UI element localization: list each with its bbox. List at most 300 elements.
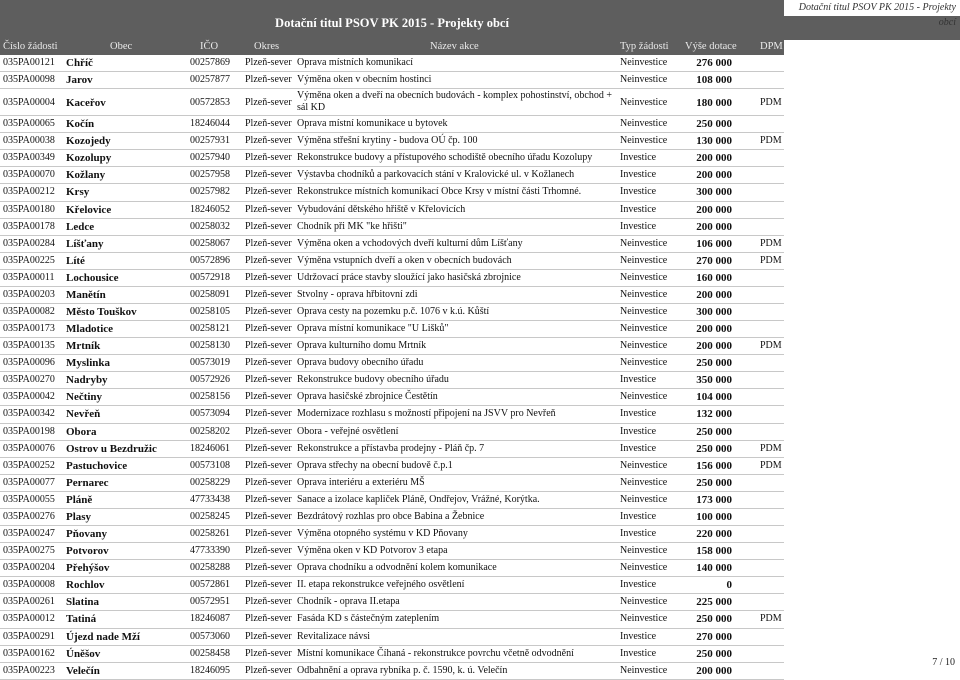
table-row	[0, 321, 784, 338]
cell-nazev: Rekonstrukce a přístavba prodejny - Pláň čp. 7	[297, 442, 485, 454]
cell-okres: Plzeň-sever	[245, 493, 292, 505]
cell-okres: Plzeň-sever	[245, 613, 292, 625]
running-header: Dotační titul PSOV PK 2015 - Projekty obcí	[784, 0, 960, 16]
table-row	[0, 441, 784, 458]
cell-obec: Tatiná	[66, 613, 97, 626]
table-row	[0, 629, 784, 646]
cell-vyse: 200 000	[696, 323, 732, 336]
table-row	[0, 116, 784, 133]
cell-obec: Jarov	[66, 74, 93, 87]
cell-obec: Kočín	[66, 118, 95, 131]
cell-ico: 00257931	[190, 135, 230, 147]
table-row	[0, 72, 784, 89]
cell-obec: Rochlov	[66, 579, 105, 592]
cell-nazev: Výměna oken a vchodových dveří kulturní dům Líšťany	[297, 237, 523, 249]
cell-obec: Přehýšov	[66, 562, 110, 575]
cell-typ: Neinvestice	[620, 97, 668, 109]
cell-dpm: PDM	[760, 135, 782, 147]
cell-typ: Neinvestice	[620, 237, 668, 249]
cell-okres: Plzeň-sever	[245, 152, 292, 164]
cell-id: 035PA00162	[3, 647, 55, 659]
cell-nazev: Oprava místní komunikace u bytovek	[297, 118, 448, 130]
table-row	[0, 253, 784, 270]
table-row	[0, 89, 784, 116]
document-title: Dotační titul PSOV PK 2015 - Projekty obcí	[275, 16, 509, 30]
col-header-dpm: DPM	[760, 41, 783, 52]
cell-ico: 00258067	[190, 237, 230, 249]
cell-nazev: Výměna otopného systému v KD Pňovany	[297, 528, 468, 540]
cell-ico: 18246052	[190, 203, 230, 215]
table-row	[0, 509, 784, 526]
cell-okres: Plzeň-sever	[245, 596, 292, 608]
col-header-okres: Okres	[254, 41, 280, 52]
cell-typ: Investice	[620, 442, 657, 454]
cell-typ: Neinvestice	[620, 562, 668, 574]
cell-obec: Líté	[66, 254, 85, 267]
table-row	[0, 304, 784, 321]
cell-okres: Plzeň-sever	[245, 408, 292, 420]
cell-typ: Neinvestice	[620, 135, 668, 147]
cell-nazev: Udržovací práce stavby sloužící jako hasičská zbrojnice	[297, 271, 521, 283]
cell-ico: 00258121	[190, 323, 230, 335]
cell-obec: Chříč	[66, 57, 93, 69]
cell-dpm: PDM	[760, 442, 782, 454]
cell-okres: Plzeň-sever	[245, 118, 292, 130]
cell-obec: Ledce	[66, 220, 95, 233]
cell-ico: 00258105	[190, 306, 230, 318]
cell-obec: Pernarec	[66, 476, 109, 489]
cell-obec: Lochousice	[66, 271, 119, 284]
cell-okres: Plzeň-sever	[245, 203, 292, 215]
cell-vyse: 225 000	[696, 596, 732, 609]
cell-nazev: Revitalizace návsi	[297, 630, 371, 642]
cell-nazev: Výměna oken v KD Potvorov 3 etapa	[297, 545, 448, 557]
table-row	[0, 646, 784, 663]
table-row	[0, 338, 784, 355]
cell-nazev: Stvolny - oprava hřbitovní zdi	[297, 288, 418, 300]
cell-id: 035PA00055	[3, 493, 55, 505]
cell-ico: 00258261	[190, 528, 230, 540]
cell-okres: Plzeň-sever	[245, 323, 292, 335]
cell-id: 035PA00275	[3, 545, 55, 557]
cell-id: 035PA00198	[3, 425, 55, 437]
cell-vyse: 250 000	[696, 425, 732, 438]
cell-vyse: 250 000	[696, 442, 732, 455]
cell-id: 035PA00203	[3, 288, 55, 300]
cell-nazev: Oprava kulturního domu Mrtník	[297, 340, 427, 352]
cell-vyse: 0	[726, 579, 732, 592]
cell-nazev: Bezdrátový rozhlas pro obce Babina a Žebnice	[297, 510, 485, 522]
column-header-row	[0, 40, 784, 55]
cell-okres: Plzeň-sever	[245, 306, 292, 318]
table-row	[0, 611, 784, 628]
cell-obec: Úněšov	[66, 647, 101, 660]
table-row	[0, 424, 784, 441]
cell-okres: Plzeň-sever	[245, 357, 292, 369]
cell-typ: Neinvestice	[620, 288, 668, 300]
cell-ico: 00572918	[190, 271, 230, 283]
cell-vyse: 270 000	[696, 254, 732, 267]
cell-nazev: Modernizace rozhlasu s možností připojení na JSVV pro Nevřeň	[297, 408, 556, 420]
cell-obec: Slatina	[66, 596, 100, 609]
cell-typ: Investice	[620, 152, 657, 164]
cell-ico: 47733390	[190, 545, 230, 557]
cell-vyse: 200 000	[696, 220, 732, 233]
cell-id: 035PA00076	[3, 442, 55, 454]
cell-typ: Neinvestice	[620, 254, 668, 266]
cell-obec: Manětín	[66, 288, 106, 301]
cell-nazev: Fasáda KD s částečným zateplením	[297, 613, 440, 625]
cell-typ: Neinvestice	[620, 664, 668, 676]
cell-okres: Plzeň-sever	[245, 425, 292, 437]
cell-vyse: 250 000	[696, 118, 732, 131]
cell-okres: Plzeň-sever	[245, 186, 292, 198]
cell-nazev: Oprava chodníku a odvodnění kolem komunikace	[297, 562, 497, 574]
col-header-nazev: Název akce	[430, 41, 479, 52]
cell-obec: Plasy	[66, 510, 92, 523]
cell-dpm: PDM	[760, 340, 782, 352]
cell-id: 035PA00121	[3, 57, 55, 68]
cell-nazev: Oprava střechy na obecní budově č.p.1	[297, 459, 453, 471]
table-row	[0, 167, 784, 184]
cell-obec: Kožlany	[66, 169, 106, 182]
cell-typ: Neinvestice	[620, 74, 668, 86]
cell-id: 035PA00004	[3, 97, 55, 109]
cell-typ: Investice	[620, 510, 657, 522]
cell-nazev: Oprava cesty na pozemku p.č. 1076 v k.ú. Kůští	[297, 306, 490, 318]
cell-vyse: 200 000	[696, 664, 732, 677]
cell-id: 035PA00008	[3, 579, 55, 591]
cell-nazev: Vybudování dětského hřiště v Křelovicích	[297, 203, 466, 215]
cell-id: 035PA00349	[3, 152, 55, 164]
cell-obec: Obora	[66, 425, 97, 438]
cell-vyse: 270 000	[696, 630, 732, 643]
cell-typ: Neinvestice	[620, 476, 668, 488]
table-row	[0, 270, 784, 287]
cell-vyse: 106 000	[696, 237, 732, 250]
cell-okres: Plzeň-sever	[245, 562, 292, 574]
cell-dpm: PDM	[760, 237, 782, 249]
cell-nazev: Oprava interiéru a exteriéru MŠ	[297, 476, 425, 488]
cell-typ: Neinvestice	[620, 459, 668, 471]
page-number: 7 / 10	[932, 657, 955, 668]
cell-ico: 00258130	[190, 340, 230, 352]
cell-ico: 18246087	[190, 613, 230, 625]
cell-ico: 00572896	[190, 254, 230, 266]
cell-id: 035PA00070	[3, 169, 55, 181]
cell-ico: 00258245	[190, 510, 230, 522]
cell-typ: Neinvestice	[620, 357, 668, 369]
cell-vyse: 173 000	[696, 493, 732, 506]
cell-id: 035PA00038	[3, 135, 55, 147]
cell-nazev: Výměna oken a dveří na obecních budovách - komplex pohostinství, obchod + sál KD	[297, 90, 613, 114]
cell-ico: 00572853	[190, 97, 230, 109]
cell-obec: Pláně	[66, 493, 93, 506]
col-header-ico: IČO	[200, 41, 219, 52]
cell-vyse: 158 000	[696, 545, 732, 558]
cell-okres: Plzeň-sever	[245, 476, 292, 488]
projects-table	[0, 55, 784, 680]
cell-vyse: 132 000	[696, 408, 732, 421]
cell-okres: Plzeň-sever	[245, 528, 292, 540]
cell-vyse: 200 000	[696, 288, 732, 301]
cell-obec: Nevřeň	[66, 408, 101, 421]
col-header-typ: Typ žádosti	[620, 41, 669, 52]
cell-ico: 00573019	[190, 357, 230, 369]
cell-ico: 00573094	[190, 408, 230, 420]
cell-obec: Město Touškov	[66, 306, 137, 319]
cell-okres: Plzeň-sever	[245, 57, 292, 68]
cell-okres: Plzeň-sever	[245, 442, 292, 454]
cell-vyse: 276 000	[696, 57, 732, 69]
cell-typ: Neinvestice	[620, 323, 668, 335]
cell-okres: Plzeň-sever	[245, 135, 292, 147]
cell-okres: Plzeň-sever	[245, 340, 292, 352]
table-row	[0, 236, 784, 253]
cell-typ: Investice	[620, 408, 657, 420]
cell-ico: 00572951	[190, 596, 230, 608]
cell-typ: Neinvestice	[620, 57, 668, 68]
cell-id: 035PA00135	[3, 340, 55, 352]
cell-obec: Pňovany	[66, 528, 107, 541]
cell-obec: Mladotice	[66, 323, 114, 336]
cell-typ: Neinvestice	[620, 391, 668, 403]
cell-okres: Plzeň-sever	[245, 647, 292, 659]
cell-id: 035PA00082	[3, 306, 55, 318]
cell-nazev: Rekonstrukce místních komunikací Obce Krsy v místní části Trhomné.	[297, 186, 582, 198]
cell-nazev: Výměna oken v obecním hostinci	[297, 74, 432, 86]
cell-id: 035PA00178	[3, 220, 55, 232]
table-row	[0, 560, 784, 577]
cell-nazev: Místní komunikace Číhaná - rekonstrukce povrchu včetně odvodnění	[297, 647, 574, 659]
cell-id: 035PA00098	[3, 74, 55, 86]
cell-okres: Plzeň-sever	[245, 579, 292, 591]
col-header-id: Číslo žádosti	[3, 41, 58, 52]
cell-typ: Investice	[620, 425, 657, 437]
cell-id: 035PA00342	[3, 408, 55, 420]
cell-dpm: PDM	[760, 613, 782, 625]
cell-id: 035PA00042	[3, 391, 55, 403]
cell-id: 035PA00270	[3, 374, 55, 386]
cell-nazev: Oprava hasičské zbrojnice Čestětín	[297, 391, 438, 403]
cell-typ: Investice	[620, 630, 657, 642]
cell-typ: Neinvestice	[620, 271, 668, 283]
cell-nazev: Výstavba chodníků a parkovacích stání v Kralovické ul. v Kožlanech	[297, 169, 575, 181]
cell-obec: Křelovice	[66, 203, 112, 216]
cell-ico: 00257940	[190, 152, 230, 164]
cell-obec: Myslinka	[66, 357, 111, 370]
cell-id: 035PA00012	[3, 613, 55, 625]
cell-okres: Plzeň-sever	[245, 169, 292, 181]
cell-vyse: 100 000	[696, 510, 732, 523]
cell-id: 035PA00011	[3, 271, 55, 283]
cell-id: 035PA00180	[3, 203, 55, 215]
cell-id: 035PA00077	[3, 476, 55, 488]
table-row	[0, 475, 784, 492]
cell-dpm: PDM	[760, 254, 782, 266]
cell-nazev: II. etapa rekonstrukce veřejného osvětlení	[297, 579, 465, 591]
cell-ico: 00258091	[190, 288, 230, 300]
cell-id: 035PA00173	[3, 323, 55, 335]
cell-id: 035PA00284	[3, 237, 55, 249]
cell-vyse: 250 000	[696, 613, 732, 626]
cell-vyse: 130 000	[696, 135, 732, 148]
cell-obec: Ostrov u Bezdružic	[66, 442, 157, 455]
cell-okres: Plzeň-sever	[245, 271, 292, 283]
cell-ico: 00258156	[190, 391, 230, 403]
cell-ico: 00573060	[190, 630, 230, 642]
cell-obec: Potvorov	[66, 545, 109, 558]
cell-obec: Nadryby	[66, 374, 108, 387]
cell-obec: Kozolupy	[66, 152, 112, 165]
table-row	[0, 663, 784, 680]
col-header-obec: Obec	[110, 41, 133, 52]
table-row	[0, 355, 784, 372]
cell-vyse: 200 000	[696, 152, 732, 165]
table-row	[0, 184, 784, 201]
cell-ico: 00572926	[190, 374, 230, 386]
table-row	[0, 594, 784, 611]
cell-nazev: Sanace a izolace kapliček Pláně, Ondřejov, Vrážné, Korýtka.	[297, 493, 540, 505]
cell-nazev: Rekonstrukce budovy a přístupového schodiště obecního úřadu Kozolupy	[297, 152, 593, 164]
cell-id: 035PA00225	[3, 254, 55, 266]
cell-obec: Pastuchovice	[66, 459, 128, 472]
cell-vyse: 200 000	[696, 340, 732, 353]
table-row	[0, 526, 784, 543]
cell-ico: 00258032	[190, 220, 230, 232]
cell-ico: 00258288	[190, 562, 230, 574]
cell-id: 035PA00223	[3, 664, 55, 676]
cell-obec: Kozojedy	[66, 135, 111, 148]
cell-ico: 00258202	[190, 425, 230, 437]
cell-typ: Investice	[620, 647, 657, 659]
cell-ico: 00573108	[190, 459, 230, 471]
cell-ico: 00572861	[190, 579, 230, 591]
table-row	[0, 543, 784, 560]
table-row	[0, 492, 784, 509]
cell-ico: 00258458	[190, 647, 230, 659]
cell-okres: Plzeň-sever	[245, 391, 292, 403]
cell-vyse: 300 000	[696, 306, 732, 319]
cell-typ: Investice	[620, 374, 657, 386]
table-row	[0, 133, 784, 150]
cell-ico: 00257877	[190, 74, 230, 86]
cell-nazev: Rekonstrukce budovy obecního úřadu	[297, 374, 449, 386]
cell-okres: Plzeň-sever	[245, 545, 292, 557]
cell-nazev: Výměna vstupních dveří a oken v obecních budovách	[297, 254, 512, 266]
cell-typ: Neinvestice	[620, 340, 668, 352]
cell-okres: Plzeň-sever	[245, 630, 292, 642]
cell-okres: Plzeň-sever	[245, 237, 292, 249]
cell-typ: Neinvestice	[620, 493, 668, 505]
cell-okres: Plzeň-sever	[245, 459, 292, 471]
cell-vyse: 200 000	[696, 169, 732, 182]
cell-typ: Neinvestice	[620, 306, 668, 318]
cell-ico: 00257869	[190, 57, 230, 68]
table-row	[0, 150, 784, 167]
cell-vyse: 108 000	[696, 74, 732, 87]
cell-typ: Investice	[620, 169, 657, 181]
cell-id: 035PA00212	[3, 186, 55, 198]
cell-nazev: Oprava budovy obecního úřadu	[297, 357, 424, 369]
cell-nazev: Chodník - oprava II.etapa	[297, 596, 400, 608]
cell-obec: Újezd nade Mží	[66, 630, 140, 643]
cell-vyse: 180 000	[696, 97, 732, 110]
col-header-vyse: Výše dotace	[685, 41, 737, 52]
table-row	[0, 202, 784, 219]
table-row	[0, 389, 784, 406]
cell-id: 035PA00261	[3, 596, 55, 608]
cell-ico: 18246061	[190, 442, 230, 454]
cell-ico: 18246044	[190, 118, 230, 130]
cell-vyse: 200 000	[696, 203, 732, 216]
cell-nazev: Odbahnění a oprava rybníka p. č. 1590, k. ú. Velečín	[297, 664, 508, 676]
cell-nazev: Oprava místní komunikace "U Lišků"	[297, 323, 449, 335]
table-row	[0, 287, 784, 304]
table-row	[0, 406, 784, 423]
cell-typ: Neinvestice	[620, 545, 668, 557]
cell-id: 035PA00065	[3, 118, 55, 130]
cell-id: 035PA00204	[3, 562, 55, 574]
cell-vyse: 104 000	[696, 391, 732, 404]
cell-typ: Investice	[620, 203, 657, 215]
cell-ico: 18246095	[190, 664, 230, 676]
cell-okres: Plzeň-sever	[245, 254, 292, 266]
cell-vyse: 220 000	[696, 528, 732, 541]
cell-vyse: 140 000	[696, 562, 732, 575]
cell-vyse: 160 000	[696, 271, 732, 284]
cell-obec: Mrtník	[66, 340, 101, 353]
cell-id: 035PA00247	[3, 528, 55, 540]
table-row	[0, 372, 784, 389]
cell-vyse: 250 000	[696, 357, 732, 370]
cell-id: 035PA00096	[3, 357, 55, 369]
cell-typ: Investice	[620, 220, 657, 232]
cell-vyse: 250 000	[696, 476, 732, 489]
table-row	[0, 219, 784, 236]
cell-obec: Kaceřov	[66, 97, 106, 110]
cell-okres: Plzeň-sever	[245, 510, 292, 522]
cell-typ: Neinvestice	[620, 118, 668, 130]
cell-dpm: PDM	[760, 459, 782, 471]
cell-dpm: PDM	[760, 97, 782, 109]
cell-vyse: 350 000	[696, 374, 732, 387]
cell-okres: Plzeň-sever	[245, 374, 292, 386]
cell-id: 035PA00252	[3, 459, 55, 471]
cell-nazev: Oprava místních komunikací	[297, 57, 414, 68]
cell-typ: Investice	[620, 528, 657, 540]
cell-vyse: 250 000	[696, 647, 732, 660]
cell-typ: Investice	[620, 186, 657, 198]
cell-ico: 47733438	[190, 493, 230, 505]
cell-okres: Plzeň-sever	[245, 74, 292, 86]
cell-vyse: 156 000	[696, 459, 732, 472]
cell-vyse: 300 000	[696, 186, 732, 199]
cell-okres: Plzeň-sever	[245, 97, 292, 109]
table-row	[0, 55, 784, 72]
cell-ico: 00258229	[190, 476, 230, 488]
cell-ico: 00257982	[190, 186, 230, 198]
cell-nazev: Obora - veřejné osvětlení	[297, 425, 399, 437]
cell-typ: Neinvestice	[620, 596, 668, 608]
cell-okres: Plzeň-sever	[245, 664, 292, 676]
cell-nazev: Chodník při MK "ke hřišti"	[297, 220, 407, 232]
cell-obec: Nečtiny	[66, 391, 103, 404]
cell-okres: Plzeň-sever	[245, 288, 292, 300]
cell-typ: Investice	[620, 579, 657, 591]
cell-obec: Velečín	[66, 664, 100, 677]
table-row	[0, 458, 784, 475]
